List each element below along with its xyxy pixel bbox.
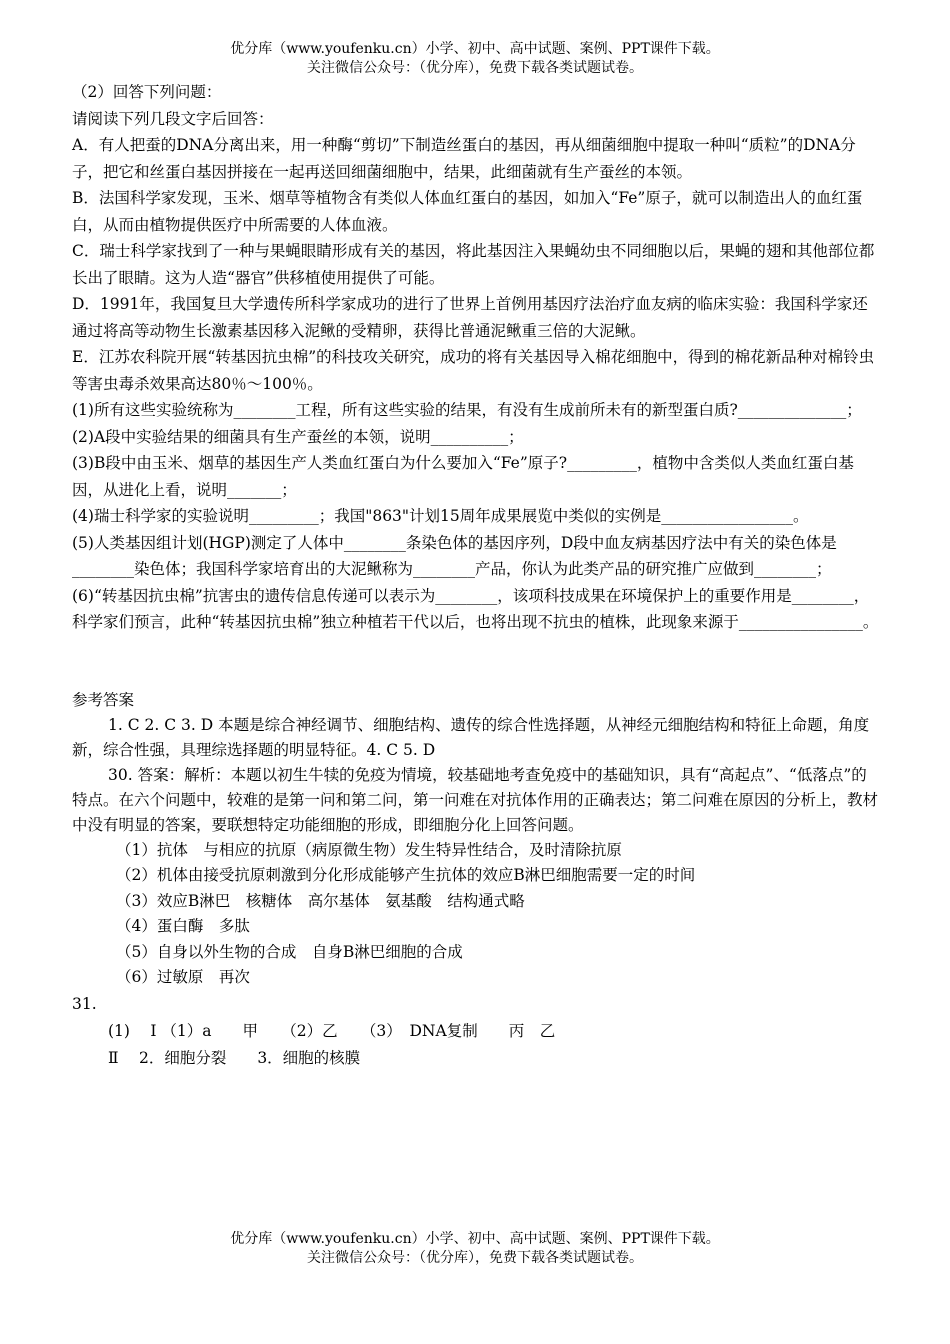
answers-title: 参考答案 xyxy=(72,690,135,709)
answer-30-items xyxy=(72,838,880,991)
page-header xyxy=(0,40,950,78)
answer-30: 30. 答案：解析：本题以初生牛犊的免疫为情境，较基础地考查免疫中的基础知识，具有“高起点”、“低落点”的特点。在六个问题中，较难的是第一问和第二问，第一问难在对抗体作用的正确表达；第二问难在原因的分析上，教材中没有明显的答案，要联想特定功能细胞的形成，即细胞分化上回答问题。 xyxy=(72,765,879,834)
sub-question-4: (4)瑞士科学家的实验说明_________；我国"863"计划15周年成果展览中类似的实例是_________________。 xyxy=(72,507,809,525)
answer-31-line-2: Ⅱ 2．细胞分裂 3．细胞的核膜 xyxy=(108,1048,361,1067)
answer-30-item: （1）抗体 与相应的抗原（病原微生物）发生特异性结合，及时清除抗原 xyxy=(116,840,622,859)
paragraph-b: B．法国科学家发现，玉米、烟草等植物含有类似人体血红蛋白的基因，如加入“Fe”原子，就可以制造出人的血红蛋白，从而由植物提供医疗中所需要的人体血液。 xyxy=(72,189,863,234)
header-line-1: 优分库（www.youfenku.cn）小学、初中、高中试题、案例、PPT课件下载。 xyxy=(230,41,720,57)
answer-30-item: （4）蛋白酶 多肽 xyxy=(116,917,250,935)
section-spacer xyxy=(72,636,880,688)
answer-30-item: （2）机体由接受抗原刺激到分化形成能够产生抗体的效应B淋巴细胞需要一定的时间 xyxy=(116,866,696,884)
footer-line-1: 优分库（www.youfenku.cn）小学、初中、高中试题、案例、PPT课件下载。 xyxy=(230,1231,720,1247)
answer-30-item: （6）过敏原 再次 xyxy=(116,968,250,986)
answer-line-1: 1. C 2. C 3. D 本题是综合神经调节、细胞结构、遗传的综合性选择题，从神经元细胞结构和特征上命题，角度新，综合性强，具理综选择题的明显特征。4. C 5. D xyxy=(72,715,870,759)
question-section xyxy=(72,79,880,636)
paragraph-c: C．瑞士科学家找到了一种与果蝇眼睛形成有关的基因，将此基因注入果蝇幼虫不同细胞以后，果蝇的翅和其他部位都长出了眼睛。这为人造“器官”供移植使用提供了可能。 xyxy=(72,242,875,287)
answer-30-item: （3）效应B淋巴 核糖体 高尔基体 氨基酸 结构通式略 xyxy=(116,891,525,910)
page-footer xyxy=(0,1230,950,1268)
sub-question-3: (3)B段中由玉米、烟草的基因生产人类血红蛋白为什么要加入“Fe”原子?_________，植物中含类似人类血红蛋白基因，从进化上看，说明_______； xyxy=(72,454,854,499)
header-line-2: 关注微信公众号：（优分库），免费下载各类试题试卷。 xyxy=(307,60,643,76)
paragraph-a: A．有人把蚕的DNA分离出来，用一种酶“剪切”下制造丝蛋白的基因，再从细菌细胞中提取一种叫“质粒”的DNA分子，把它和丝蛋白基因拼接在一起再送回细菌细胞中，结果，此细菌就有生产蚕丝的本领。 xyxy=(72,136,856,181)
answer-31-label: 31. xyxy=(72,994,97,1013)
paragraph-d: D．1991年，我国复旦大学遗传所科学家成功的进行了世界上首例用基因疗法治疗血友病的临床实验：我国科学家还通过将高等动物生长激素基因移入泥鳅的受精卵，获得比普通泥鳅重三倍的大泥鳅。 xyxy=(72,295,868,340)
sub-question-6: (6)“转基因抗虫棉”抗害虫的遗传信息传递可以表示为________，该项科技成果在环境保护上的重要作用是________，科学家们预言，此种“转基因抗虫棉”独立种植若干代以后，也将出现不抗虫的植株，此现象来源于________________。 xyxy=(72,586,879,631)
paragraph-e: E．江苏农科院开展“转基因抗虫棉”的科技攻关研究，成功的将有关基因导入棉花细胞中，得到的棉花新品种对棉铃虫等害虫毒杀效果高达80％～100％。 xyxy=(72,348,875,393)
part-title: （2）回答下列问题： xyxy=(72,83,222,101)
sub-question-1: (1)所有这些实验统称为________工程，所有这些实验的结果，有没有生成前所未有的新型蛋白质?______________； xyxy=(72,401,862,419)
document-body xyxy=(72,79,880,1072)
answer-31-line-1: (1) Ⅰ （1）a 甲 （2）乙 （3） DNA复制 丙 乙 xyxy=(108,1021,556,1040)
sub-question-2: (2)A段中实验结果的细菌具有生产蚕丝的本领，说明__________； xyxy=(72,427,524,446)
sub-question-5: (5)人类基因组计划(HGP)测定了人体中________条染色体的基因序列，D段中血友病基因疗法中有关的染色体是________染色体；我国科学家培育出的大泥鳅称为________产品，你认为此类产品的研究推广应做到________； xyxy=(72,533,837,578)
answer-30-item: （5）自身以外生物的合成 自身B淋巴细胞的合成 xyxy=(116,942,463,961)
footer-line-2: 关注微信公众号：（优分库），免费下载各类试题试卷。 xyxy=(307,1250,643,1266)
answer-section xyxy=(72,688,880,1072)
intro-text: 请阅读下列几段文字后回答： xyxy=(72,109,274,128)
answer-31 xyxy=(72,991,880,1072)
